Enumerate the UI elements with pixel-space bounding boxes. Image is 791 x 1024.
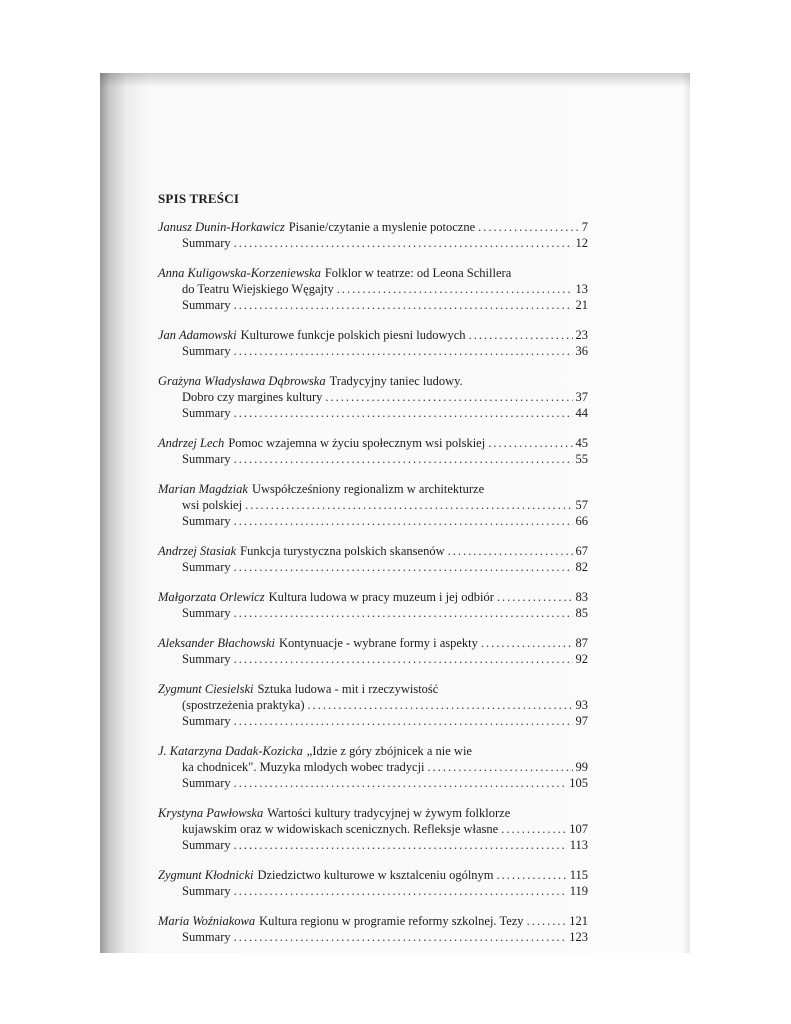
summary-page-number: 66 <box>575 514 588 528</box>
summary-line <box>158 883 588 899</box>
entry-title: kujawskim oraz w widowiskach scenicznych. Refleksje własne <box>182 822 499 836</box>
dot-leader <box>308 697 573 713</box>
toc-title-line <box>158 389 588 405</box>
dot-leader <box>234 451 573 467</box>
entry-page-number: 57 <box>575 498 588 512</box>
entry-title: Kultura ludowa w pracy muzeum i jej odbiór <box>268 590 494 604</box>
dot-leader <box>234 883 567 899</box>
entry-author: Marian Magdziak <box>158 482 248 496</box>
toc-title-line <box>158 219 588 235</box>
summary-line <box>158 929 588 945</box>
toc-entry <box>158 681 588 729</box>
entry-page-number: 37 <box>575 390 588 404</box>
entry-title: Kultura regionu w programie reformy szkolnej. Tezy <box>259 914 524 928</box>
entry-title: Dziedzictwo kulturowe w ksztalceniu ogólnym <box>257 868 494 882</box>
summary-line <box>158 559 588 575</box>
toc-entry <box>158 635 588 667</box>
dot-leader <box>488 435 572 451</box>
entry-title: Pisanie/czytanie a myslenie potoczne <box>288 220 476 234</box>
dot-leader <box>234 235 573 251</box>
dot-leader <box>469 327 573 343</box>
entry-author: Krystyna Pawłowska <box>158 806 264 820</box>
summary-label: Summary <box>182 344 231 358</box>
summary-line <box>158 713 588 729</box>
summary-label: Summary <box>182 776 231 790</box>
dot-leader <box>234 929 567 945</box>
entry-title: Uwspółcześniony regionalizm w architekturze <box>251 482 485 496</box>
entry-page-number: 13 <box>575 282 588 296</box>
entry-author: Zygmunt Kłodnicki <box>158 868 254 882</box>
entry-page-number: 99 <box>575 760 588 774</box>
toc-title-line <box>158 543 588 559</box>
dot-leader <box>428 759 573 775</box>
entry-author: Andrzej Stasiak <box>158 544 237 558</box>
book-page <box>100 73 690 953</box>
entry-page-number: 93 <box>575 698 588 712</box>
entry-title: Kontynuacje - wybrane formy i aspekty <box>279 636 478 650</box>
toc-entry <box>158 435 588 467</box>
dot-leader <box>234 605 573 621</box>
entry-author: Aleksander Błachowski <box>158 636 275 650</box>
summary-line <box>158 837 588 853</box>
dot-leader <box>234 405 573 421</box>
summary-page-number: 21 <box>575 298 588 312</box>
dot-leader <box>234 713 573 729</box>
dot-leader <box>234 297 573 313</box>
entry-author: Andrzej Lech <box>158 436 225 450</box>
toc-title-line <box>158 743 588 759</box>
entry-title: Tradycyjny taniec ludowy. <box>329 374 463 388</box>
summary-line <box>158 343 588 359</box>
entry-author: Grażyna Władysława Dąbrowska <box>158 374 326 388</box>
entry-title: Wartości kultury tradycyjnej w żywym folklorze <box>267 806 511 820</box>
toc-title-line <box>158 435 588 451</box>
summary-page-number: 105 <box>569 776 588 790</box>
summary-line <box>158 405 588 421</box>
summary-page-number: 12 <box>575 236 588 250</box>
dot-leader <box>325 389 572 405</box>
entry-page-number: 121 <box>569 914 588 928</box>
dot-leader <box>234 837 567 853</box>
dot-leader <box>234 651 573 667</box>
toc-entry <box>158 867 588 899</box>
dot-leader <box>481 635 573 651</box>
toc-entry <box>158 543 588 575</box>
dot-leader <box>234 775 567 791</box>
toc-title-line <box>158 281 588 297</box>
summary-label: Summary <box>182 714 231 728</box>
summary-page-number: 36 <box>575 344 588 358</box>
toc-title-line <box>158 327 588 343</box>
summary-label: Summary <box>182 652 231 666</box>
entry-page-number: 107 <box>569 822 588 836</box>
entry-page-number: 83 <box>575 590 588 604</box>
toc-title-line <box>158 913 588 929</box>
toc-title-line <box>158 805 588 821</box>
summary-label: Summary <box>182 838 231 852</box>
summary-line <box>158 651 588 667</box>
entry-author: J. Katarzyna Dadak-Kozicka <box>158 744 303 758</box>
dot-leader <box>337 281 573 297</box>
summary-line <box>158 513 588 529</box>
dot-leader <box>527 913 567 929</box>
entry-page-number: 67 <box>575 544 588 558</box>
toc-entry <box>158 373 588 421</box>
toc-entry <box>158 805 588 853</box>
toc-title-line <box>158 759 588 775</box>
summary-label: Summary <box>182 930 231 944</box>
summary-label: Summary <box>182 606 231 620</box>
entry-author: Janusz Dunin-Horkawicz <box>158 220 285 234</box>
summary-page-number: 82 <box>575 560 588 574</box>
entry-page-number: 87 <box>575 636 588 650</box>
entry-title: (spostrzeżenia praktyka) <box>182 698 305 712</box>
summary-line <box>158 775 588 791</box>
dot-leader <box>497 589 573 605</box>
dot-leader <box>448 543 573 559</box>
entry-title: ka chodnicek". Muzyka mlodych wobec tradycji <box>182 760 425 774</box>
toc-entry <box>158 589 588 621</box>
summary-label: Summary <box>182 236 231 250</box>
summary-line <box>158 451 588 467</box>
toc-entry <box>158 219 588 251</box>
entry-title: Kulturowe funkcje polskich piesni ludowych <box>240 328 466 342</box>
entry-title: Dobro czy margines kultury <box>182 390 323 404</box>
dot-leader <box>501 821 566 837</box>
entry-page-number: 7 <box>581 220 588 234</box>
toc-entries <box>158 219 588 945</box>
entry-author: Małgorzata Orlewicz <box>158 590 265 604</box>
summary-page-number: 97 <box>575 714 588 728</box>
entry-author: Jan Adamowski <box>158 328 237 342</box>
toc-title-line <box>158 589 588 605</box>
toc-heading: SPIS TREŚCI <box>158 191 240 206</box>
toc-entry <box>158 327 588 359</box>
entry-title: do Teatru Wiejskiego Węgajty <box>182 282 334 296</box>
summary-label: Summary <box>182 452 231 466</box>
summary-page-number: 44 <box>575 406 588 420</box>
toc-title-line <box>158 265 588 281</box>
dot-leader <box>234 343 573 359</box>
summary-page-number: 113 <box>569 838 588 852</box>
toc-entry <box>158 743 588 791</box>
summary-label: Summary <box>182 406 231 420</box>
entry-page-number: 45 <box>575 436 588 450</box>
summary-line <box>158 235 588 251</box>
summary-page-number: 85 <box>575 606 588 620</box>
entry-title: Funkcja turystyczna polskich skansenów <box>240 544 445 558</box>
toc-title-line <box>158 497 588 513</box>
table-of-contents <box>158 191 588 953</box>
summary-label: Summary <box>182 298 231 312</box>
summary-page-number: 119 <box>569 884 588 898</box>
entry-author: Zygmunt Ciesielski <box>158 682 254 696</box>
entry-author: Maria Woźniakowa <box>158 914 256 928</box>
summary-label: Summary <box>182 560 231 574</box>
entry-page-number: 23 <box>575 328 588 342</box>
dot-leader <box>234 513 573 529</box>
toc-title-line <box>158 681 588 697</box>
entry-page-number: 115 <box>569 868 588 882</box>
summary-line <box>158 297 588 313</box>
dot-leader <box>245 497 572 513</box>
entry-title: „Idzie z góry zbójnicek a nie wie <box>306 744 472 758</box>
summary-page-number: 92 <box>575 652 588 666</box>
toc-title-line <box>158 373 588 389</box>
toc-entry <box>158 481 588 529</box>
toc-title-line <box>158 867 588 883</box>
toc-entry <box>158 913 588 945</box>
entry-title: Pomoc wzajemna w życiu społecznym wsi polskiej <box>228 436 486 450</box>
summary-label: Summary <box>182 884 231 898</box>
summary-page-number: 55 <box>575 452 588 466</box>
summary-label: Summary <box>182 514 231 528</box>
dot-leader <box>478 219 579 235</box>
toc-title-line <box>158 821 588 837</box>
toc-title-line <box>158 697 588 713</box>
summary-page-number: 123 <box>569 930 588 944</box>
toc-title-line <box>158 635 588 651</box>
entry-title: Sztuka ludowa - mit i rzeczywistość <box>257 682 439 696</box>
entry-title: wsi polskiej <box>182 498 243 512</box>
summary-line <box>158 605 588 621</box>
entry-title: Folklor w teatrze: od Leona Schillera <box>324 266 512 280</box>
toc-entry <box>158 265 588 313</box>
toc-title-line <box>158 481 588 497</box>
entry-author: Anna Kuligowska-Korzeniewska <box>158 266 321 280</box>
dot-leader <box>234 559 573 575</box>
dot-leader <box>497 867 567 883</box>
